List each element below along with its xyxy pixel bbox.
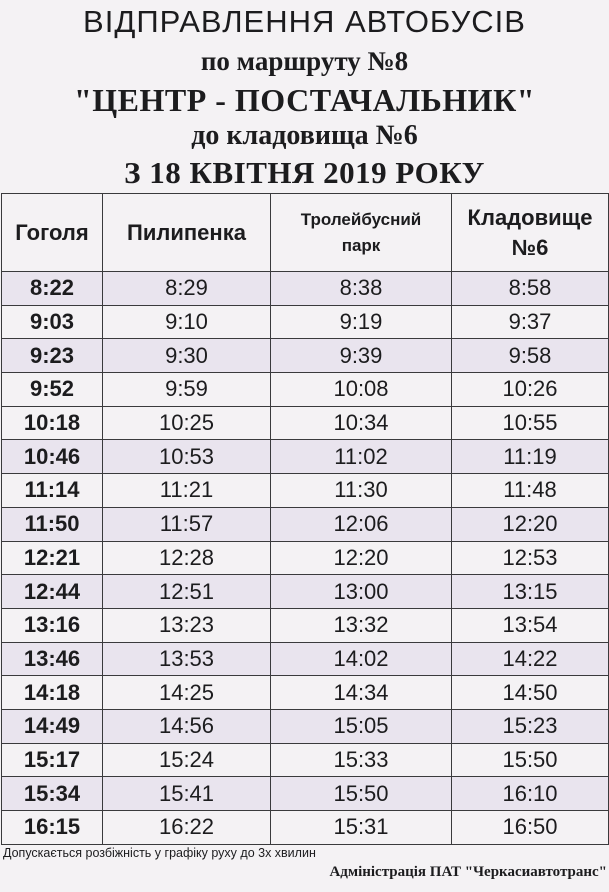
departure-time-cell: 15:23 (452, 709, 609, 743)
column-header-cemetery-text: Кладовище №6 (467, 204, 593, 260)
departure-time-cell: 9:30 (103, 339, 271, 373)
departure-time-cell: 14:49 (2, 709, 103, 743)
departure-table (1, 193, 609, 845)
table-row (2, 676, 609, 710)
departure-time-cell: 13:46 (2, 642, 103, 676)
departure-time-cell: 10:46 (2, 440, 103, 474)
departure-time-cell: 9:39 (271, 339, 452, 373)
departure-time-cell: 11:02 (271, 440, 452, 474)
departure-time-cell: 8:38 (271, 272, 452, 306)
departure-time-cell: 12:44 (2, 575, 103, 609)
route-name: "ЦЕНТР - ПОСТАЧАЛЬНИК" (73, 82, 536, 118)
departure-time-cell: 9:03 (2, 305, 103, 339)
route-number: по маршруту №8 (200, 46, 409, 76)
departure-time-cell: 10:18 (2, 406, 103, 440)
table-row (2, 440, 609, 474)
departure-time-cell: 9:58 (452, 339, 609, 373)
departure-time-cell: 10:26 (452, 373, 609, 407)
departure-time-cell: 13:23 (103, 608, 271, 642)
column-header-cemetery (452, 194, 609, 272)
departure-time-cell: 14:34 (271, 676, 452, 710)
departure-time-cell: 12:28 (103, 541, 271, 575)
departure-time-cell: 11:14 (2, 474, 103, 508)
departure-time-cell: 14:56 (103, 709, 271, 743)
departure-time-cell: 14:25 (103, 676, 271, 710)
departure-time-cell: 9:52 (2, 373, 103, 407)
departure-time-cell: 14:22 (452, 642, 609, 676)
table-row (2, 777, 609, 811)
departure-time-cell: 11:57 (103, 507, 271, 541)
departure-time-cell: 15:50 (452, 743, 609, 777)
table-row (2, 272, 609, 306)
table-row (2, 305, 609, 339)
departure-time-cell: 16:22 (103, 811, 271, 845)
departure-time-cell: 13:16 (2, 608, 103, 642)
notice-title: ВІДПРАВЛЕННЯ АВТОБУСІВ (83, 4, 526, 39)
tolerance-note: Допускається розбіжність у графіку руху до 3х хвилин (3, 846, 316, 860)
departure-time-cell: 9:59 (103, 373, 271, 407)
departure-time-cell: 11:19 (452, 440, 609, 474)
departure-time-cell: 16:50 (452, 811, 609, 845)
table-header-row (2, 194, 609, 272)
departure-time-cell: 12:21 (2, 541, 103, 575)
departure-time-cell: 15:41 (103, 777, 271, 811)
departure-time-cell: 12:53 (452, 541, 609, 575)
table-row (2, 575, 609, 609)
departure-time-cell: 15:24 (103, 743, 271, 777)
departure-time-cell: 12:51 (103, 575, 271, 609)
table-row (2, 541, 609, 575)
departure-time-cell: 12:20 (452, 507, 609, 541)
departure-time-cell: 10:53 (103, 440, 271, 474)
departure-time-cell: 13:00 (271, 575, 452, 609)
table-row (2, 373, 609, 407)
departure-time-cell: 13:15 (452, 575, 609, 609)
departure-time-cell: 11:48 (452, 474, 609, 508)
table-row (2, 339, 609, 373)
table-row (2, 507, 609, 541)
departure-time-cell: 14:50 (452, 676, 609, 710)
effective-date: З 18 КВІТНЯ 2019 РОКУ (124, 155, 485, 190)
departure-time-cell: 15:17 (2, 743, 103, 777)
table-row (2, 642, 609, 676)
departure-time-cell: 15:31 (271, 811, 452, 845)
column-header-trolleybus-depot (271, 194, 452, 272)
departure-time-cell: 8:29 (103, 272, 271, 306)
table-row (2, 474, 609, 508)
departure-time-cell: 11:21 (103, 474, 271, 508)
departure-time-cell: 11:50 (2, 507, 103, 541)
departure-time-cell: 12:20 (271, 541, 452, 575)
departure-time-cell: 9:37 (452, 305, 609, 339)
departure-time-cell: 9:10 (103, 305, 271, 339)
departure-time-cell: 15:50 (271, 777, 452, 811)
departure-time-cell: 10:08 (271, 373, 452, 407)
departure-time-cell: 15:34 (2, 777, 103, 811)
departure-time-cell: 15:05 (271, 709, 452, 743)
departure-time-cell: 10:25 (103, 406, 271, 440)
departure-time-cell: 8:58 (452, 272, 609, 306)
table-row (2, 406, 609, 440)
departure-time-cell: 10:34 (271, 406, 452, 440)
column-header-pylypenka: Пилипенка (103, 194, 271, 272)
departure-time-cell: 10:55 (452, 406, 609, 440)
departure-time-cell: 13:32 (271, 608, 452, 642)
table-row (2, 811, 609, 845)
departure-time-cell: 12:06 (271, 507, 452, 541)
departure-time-cell: 14:18 (2, 676, 103, 710)
departure-time-cell: 16:10 (452, 777, 609, 811)
departure-time-cell: 13:54 (452, 608, 609, 642)
route-destination: до кладовища №6 (191, 120, 418, 151)
table-row (2, 709, 609, 743)
departure-time-cell: 14:02 (271, 642, 452, 676)
departure-time-cell: 16:15 (2, 811, 103, 845)
departure-time-cell: 15:33 (271, 743, 452, 777)
table-row (2, 743, 609, 777)
column-header-trolleybus-depot-text: Тролейбусний парк (300, 209, 422, 255)
departure-time-cell: 13:53 (103, 642, 271, 676)
departure-time-cell: 8:22 (2, 272, 103, 306)
table-row (2, 608, 609, 642)
departure-time-cell: 9:19 (271, 305, 452, 339)
column-header-hoholia: Гоголя (2, 194, 103, 272)
departure-time-cell: 11:30 (271, 474, 452, 508)
departure-time-cell: 9:23 (2, 339, 103, 373)
administration-signature: Адміністрація ПАТ "Черкасиавтотранс" (329, 864, 607, 880)
